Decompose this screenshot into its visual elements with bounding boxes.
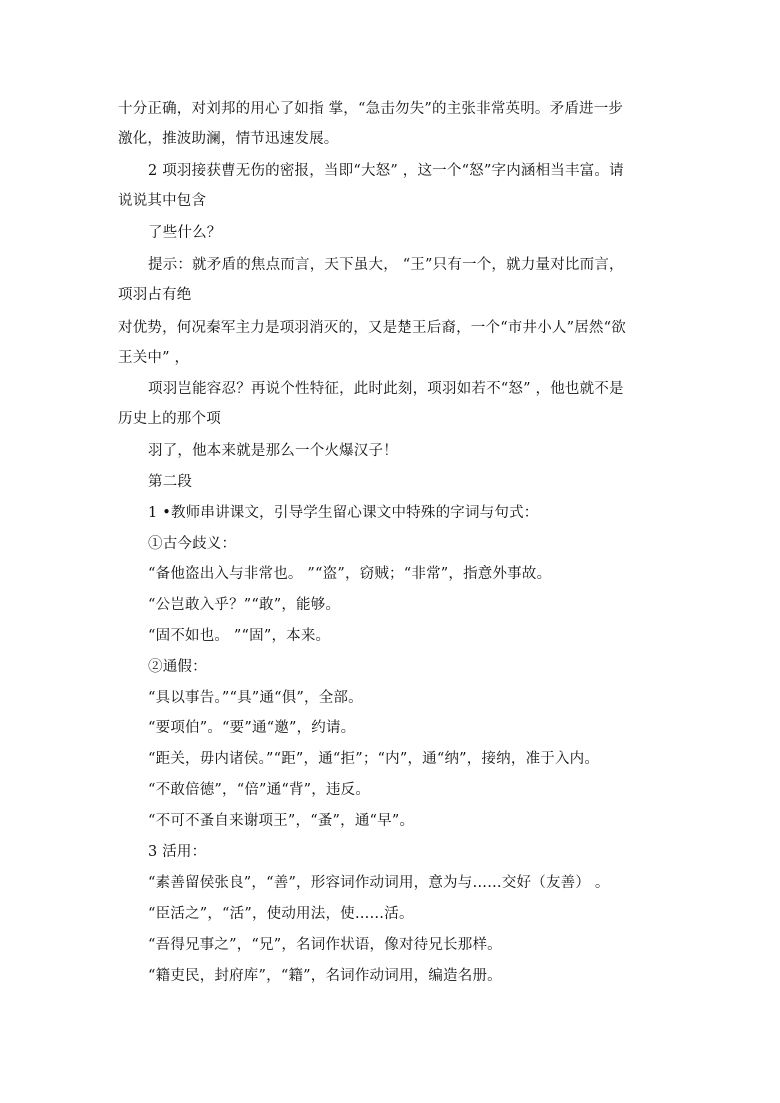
text-line: 激化，推波助澜，情节迅速发展。: [118, 131, 339, 147]
text-line: “具以事告。”“具”通“俱”，全部。: [148, 690, 363, 706]
text-line: “吾得兄事之”，“兄”，名词作状语，像对待兄长那样。: [148, 937, 502, 953]
text-line: 项羽岂能容忍？再说个性特征，此时此刻，项羽如若不“怒” ，他也就不是: [148, 381, 624, 397]
text-line: “籍吏民，封府库”，“籍”，名词作动词用，编造名册。: [148, 968, 502, 984]
text-line: 2 项羽接获曹无伤的密报，当即“大怒” ，这一个“怒”字内涵相当丰富。请: [148, 163, 624, 179]
text-line: 了些什么？: [148, 225, 222, 241]
text-line: 羽了，他本来就是那么一个火爆汉子！: [148, 443, 398, 459]
text-line: 十分正确，对刘邦的用心了如指 掌，“急击勿失”的主张非常英明。矛盾进一步: [118, 101, 624, 117]
text-line: 历史上的那个项: [118, 411, 221, 427]
text-line: “备他盗出入与非常也。 ”“盗”，窃贼；“非常”，指意外事故。: [148, 566, 552, 582]
text-line: “不敢倍德”，“倍”通“背”，违反。: [148, 782, 371, 798]
text-line: “公岂敢入乎？”“敢”，能够。: [148, 597, 341, 613]
text-line: ②通假：: [148, 659, 207, 675]
text-line: 1 •教师串讲课文，引导学生留心课文中特殊的字词与句式：: [148, 505, 539, 521]
text-line: “不可不蚤自来谢项王”，“蚤”，通“早”。: [148, 813, 415, 829]
text-line: “素善留侯张良”，“善”，形容词作动词用，意为与……交好（友善） 。: [148, 875, 610, 891]
text-line: “要项伯”。“要”通“邀”，约请。: [148, 720, 356, 736]
text-line: 对优势，何况秦军主力是项羽消灭的，又是楚王后裔，一个“市井小人”居然“欲: [118, 320, 626, 336]
text-line: 3 活用：: [148, 844, 207, 860]
text-line: “固不如也。 ”“固”，本来。: [148, 628, 331, 644]
text-line: “臣活之”，“活”，使动用法，使……活。: [148, 906, 414, 922]
text-line: “距关，毋内诸侯。”“距”，通“拒”；“内”，通“纳”，接纳，准于入内。: [148, 751, 600, 767]
section-heading: 第二段: [148, 474, 193, 490]
text-line: 说说其中包含: [118, 193, 207, 209]
text-line: 王关中” ，: [118, 350, 190, 366]
text-line: 项羽占有绝: [118, 287, 192, 303]
text-line: 提示：就矛盾的焦点而言，天下虽大， “王”只有一个，就力量对比而言，: [148, 257, 624, 273]
text-line: ①古今歧义：: [148, 536, 237, 552]
